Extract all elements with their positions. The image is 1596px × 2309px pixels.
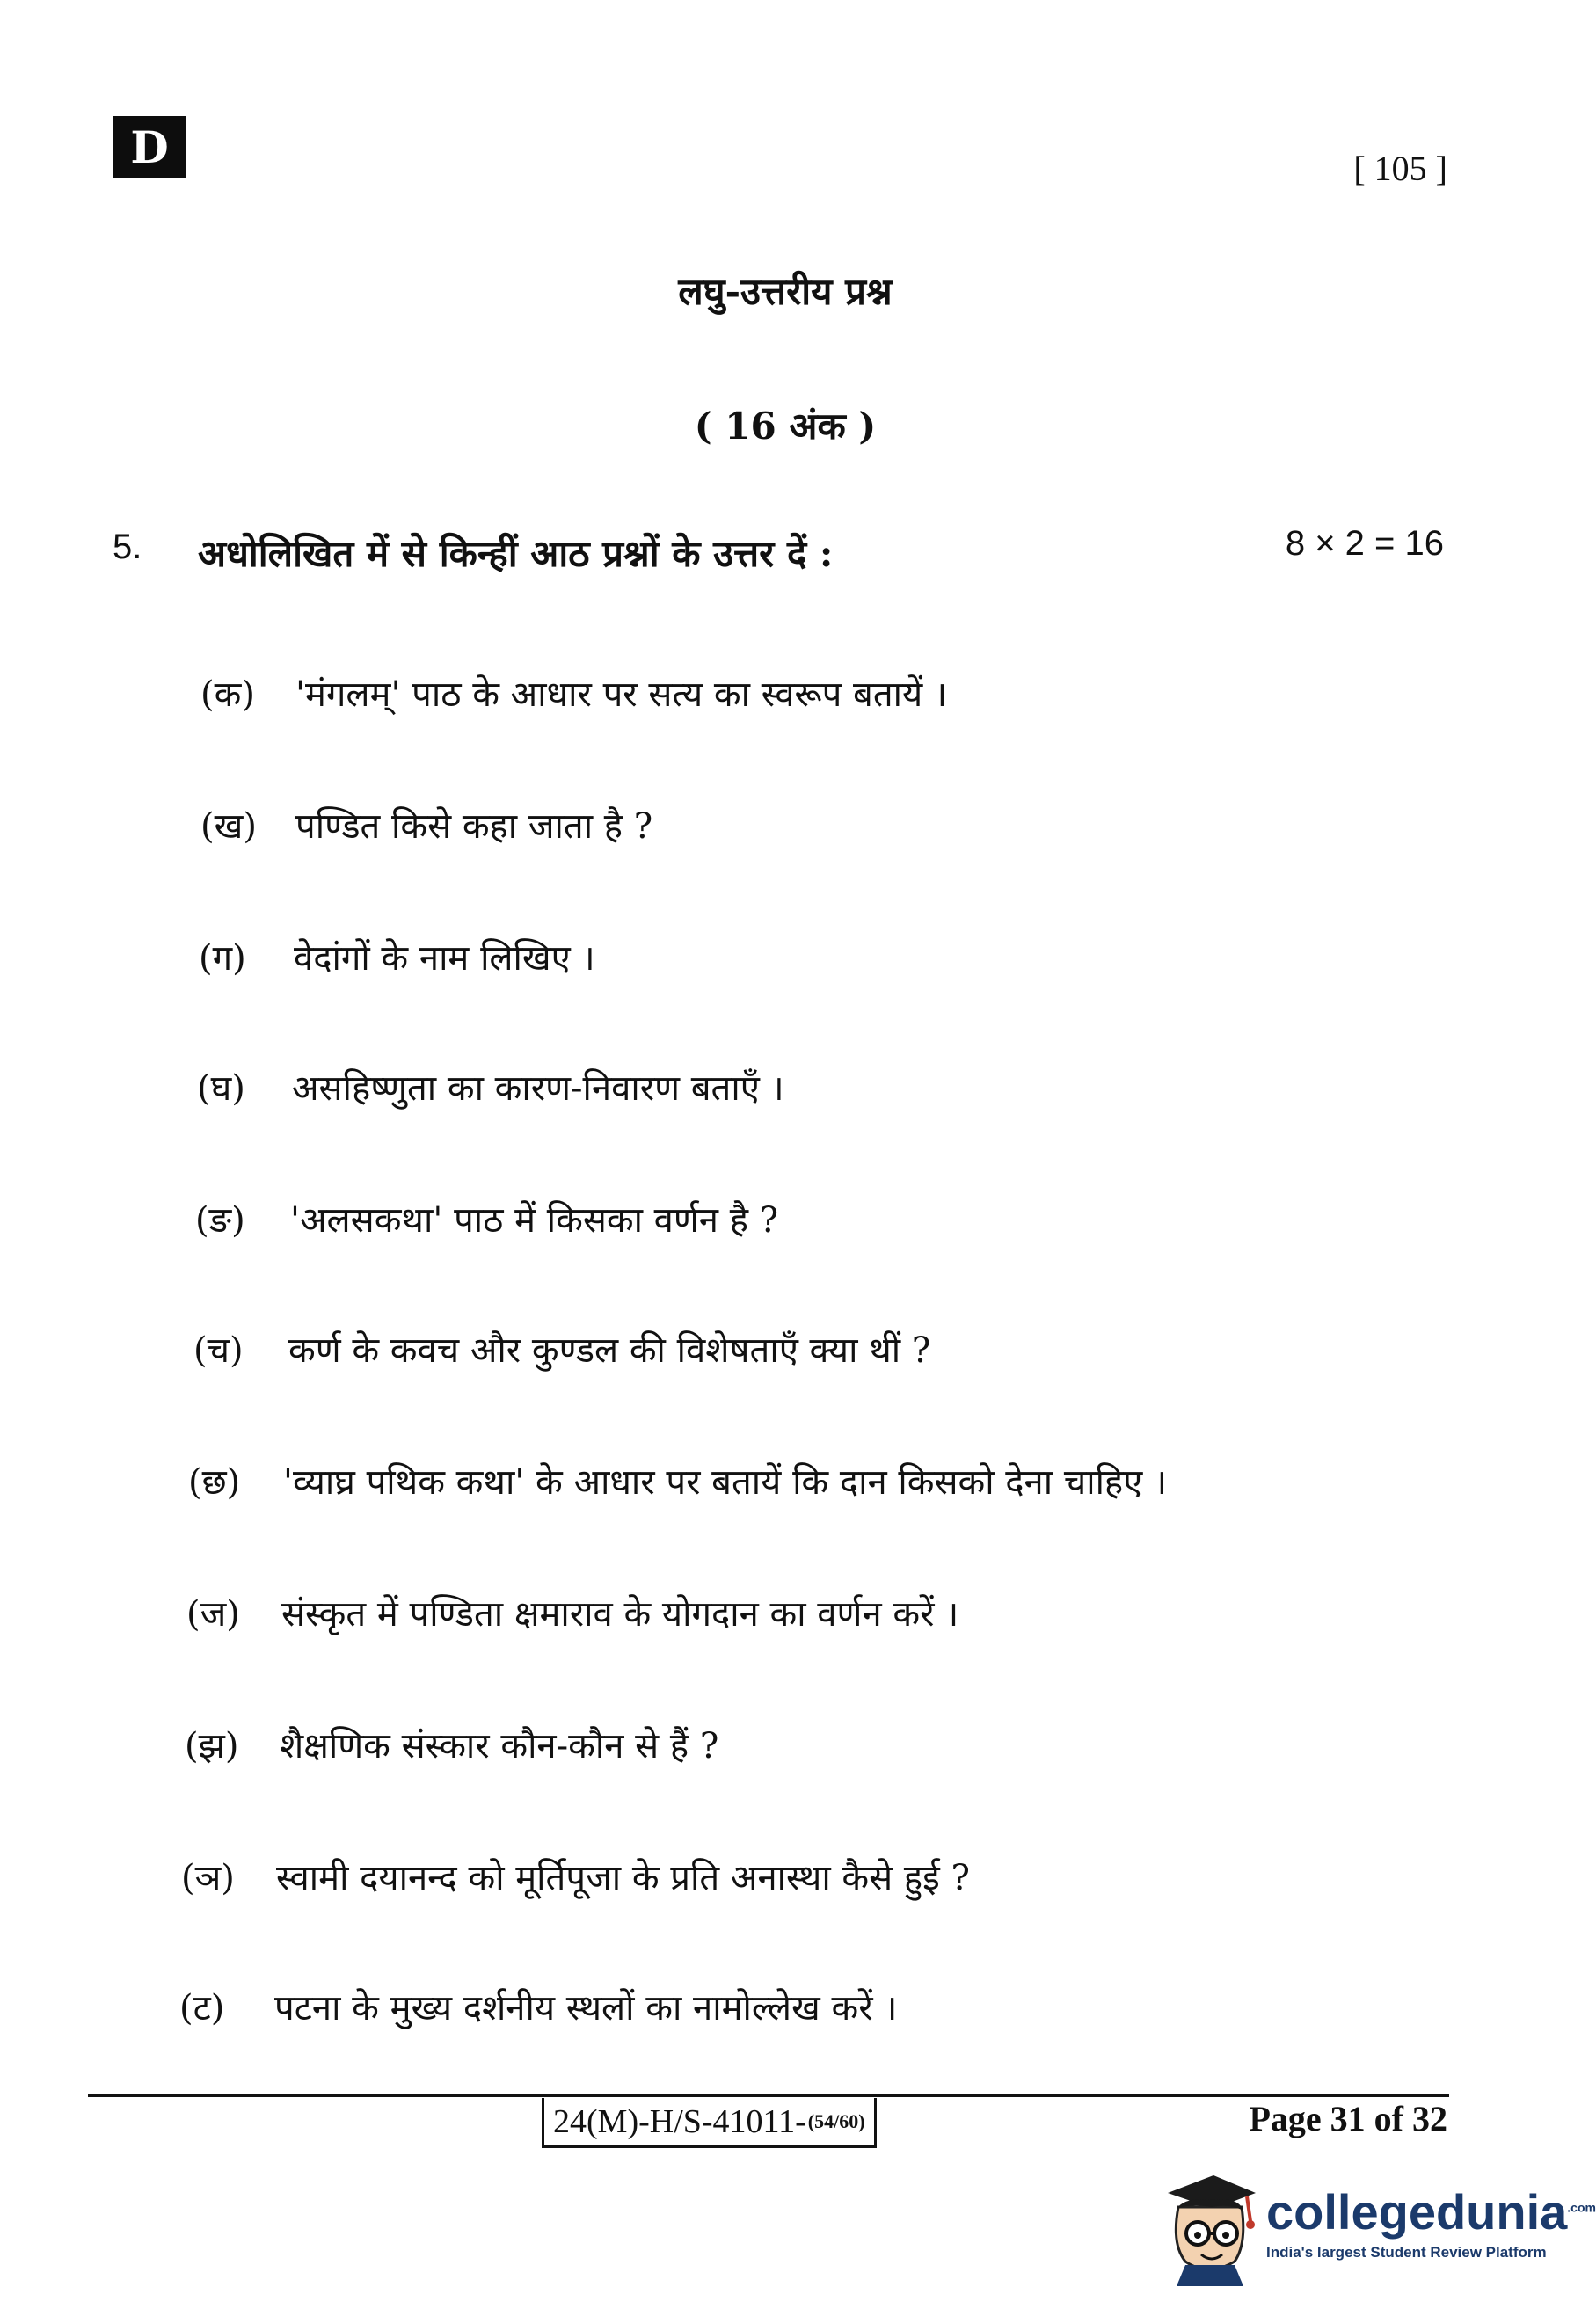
sub-question-nya: [181, 1852, 970, 1900]
sub-question-label: (ञ): [181, 1858, 235, 1898]
sub-question-text: 'व्याघ्र पथिक कथा' के आधार पर बतायें कि दान किसको देना चाहिए ।: [283, 1462, 1168, 1503]
sub-question-chha: [188, 1456, 1167, 1504]
sub-question-text: शैक्षणिक संस्कार कौन-कौन से हैं ?: [280, 1726, 719, 1766]
sub-question-text: 'मंगलम्' पाठ के आधार पर सत्य का स्वरूप बतायें ।: [295, 674, 948, 715]
sub-question-label: (ग): [199, 938, 246, 979]
sub-question-text: पटना के मुख्य दर्शनीय स्थलों का नामोल्लेख करें ।: [274, 1988, 898, 2029]
sub-question-label: (ट): [179, 1988, 225, 2029]
page-code: [ 105 ]: [1353, 149, 1447, 188]
student-mascot-icon: [1159, 2163, 1259, 2286]
sub-question-ka: [200, 668, 947, 717]
page-number: Page 31 of 32: [1249, 2099, 1447, 2138]
sub-question-label: (घ): [197, 1068, 245, 1109]
sub-question-text: कर्ण के कवच और कुण्डल की विशेषताएँ क्या थीं ?: [288, 1330, 931, 1371]
sub-question-text: 'अलसकथा' पाठ में किसका वर्णन है ?: [290, 1200, 779, 1241]
sub-question-nga: [195, 1194, 778, 1242]
collegedunia-watermark: [1159, 2163, 1596, 2286]
sub-question-jha: [185, 1720, 718, 1768]
sub-question-kha: [200, 800, 652, 849]
brand-name-text: collegedunia: [1266, 2184, 1568, 2240]
sub-question-label: (झ): [185, 1726, 239, 1766]
sub-question-text: वेदांगों के नाम लिखिए ।: [294, 938, 595, 979]
sub-question-text: स्वामी दयानन्द को मूर्तिपूजा के प्रति अनास्था कैसे हुई ?: [276, 1858, 970, 1898]
sub-question-text: असहिष्णुता का कारण-निवारण बताएँ ।: [292, 1068, 784, 1109]
sub-question-text: संस्कृत में पण्डिता क्षमाराव के योगदान का वर्णन करें ।: [281, 1594, 959, 1635]
sub-question-ta: [179, 1982, 897, 2030]
set-label: D: [130, 120, 169, 173]
sub-question-label: (क): [200, 674, 255, 715]
sub-question-label: (छ): [188, 1462, 241, 1503]
sub-question-text: पण्डित किसे कहा जाता है ?: [295, 806, 653, 847]
question-marks: 8 × 2 = 16: [1285, 524, 1444, 563]
sub-question-ja: [186, 1588, 958, 1636]
set-label-box: [113, 116, 186, 178]
paper-code-text: 24(M)-H/S-41011-: [553, 2103, 806, 2140]
brand-name: [1266, 2184, 1596, 2240]
sub-question-ga: [199, 932, 595, 980]
sub-question-cha: [193, 1324, 930, 1373]
sub-question-label: (च): [193, 1330, 244, 1371]
section-marks: ( 16 अंक ): [694, 404, 877, 448]
brand-block: [1266, 2184, 1596, 2262]
brand-suffix: .com: [1567, 2200, 1596, 2215]
brand-tagline: India's largest Student Review Platform: [1266, 2244, 1547, 2261]
question-number: 5.: [113, 528, 142, 566]
footer-divider: [88, 2094, 1449, 2097]
sub-question-gha: [197, 1062, 784, 1111]
section-title: लघु-उत्तरीय प्रश्न: [678, 270, 893, 313]
sub-question-label: (ङ): [195, 1200, 245, 1241]
paper-code: [542, 2098, 877, 2148]
paper-code-suffix: (54/60): [807, 2110, 865, 2132]
sub-question-label: (ख): [200, 806, 257, 847]
question-instruction: अधोलिखित में से किन्हीं आठ प्रश्नों के उत्तर दें :: [198, 532, 834, 575]
sub-question-label: (ज): [186, 1594, 240, 1635]
